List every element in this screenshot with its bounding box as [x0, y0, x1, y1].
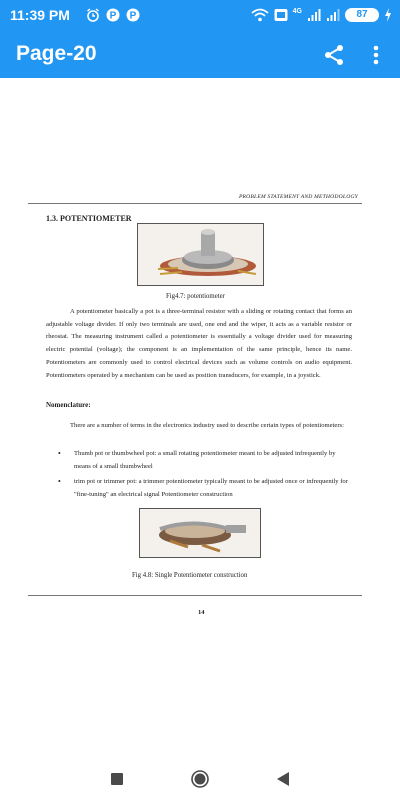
- potentiometer-construction-image: [139, 508, 261, 558]
- running-head: PROBLEM STATEMENT AND METHODOLOGY: [238, 194, 358, 200]
- list-item: • Thumb pot or thumbwheel pot: a small rotating potentiometer meant to be adjusted infrequently by means of a small thumbwheel: [58, 448, 352, 473]
- alarm-icon: [86, 8, 100, 22]
- figure-caption: Fig4.7: potentiometer: [166, 293, 225, 300]
- p-icon: [106, 8, 120, 22]
- wifi-icon: [251, 8, 269, 22]
- back-icon[interactable]: [276, 771, 290, 787]
- svg-text:P: P: [109, 10, 117, 22]
- bullet-list: [58, 448, 352, 505]
- share-icon[interactable]: [322, 43, 346, 67]
- page-title: Page-20: [16, 42, 97, 65]
- p-icon: [126, 8, 140, 22]
- home-icon[interactable]: [191, 770, 209, 788]
- page-number: 14: [198, 609, 205, 616]
- charging-icon: [384, 8, 392, 22]
- app-bar: [0, 34, 400, 78]
- signal-icon: [326, 8, 340, 22]
- header-divider: [28, 203, 362, 204]
- navigation-bar: [0, 758, 400, 800]
- battery-indicator: 87: [345, 8, 379, 22]
- list-item: • trim pot or trimmer pot: a trimmer potentiometer typically meant to be adjusted once or infrequently for "fine-tuning" an electrical signal Potentiometer construction: [58, 476, 352, 501]
- footer-divider: [28, 595, 362, 596]
- body-paragraph: A potentiometer basically a pot is a three-terminal resistor with a sliding or rotating contact that forms an adjustable voltage divider. If only two terminals are used, one end and the wiper, it acts as a variable resistor or rheostat. The measuring instrument called a potentiometer is essentially a voltage divider used for measuring electric potential (voltage); the component is an implementation of the same principle, hence its name. Potentiometers are commonly used to control electrical devices such as volume controls on audio equipment. Potentiometers operated by a mechanism can be used as position transducers, for example, in a joystick.: [46, 308, 352, 379]
- network-label: 4G: [292, 8, 302, 15]
- signal-4g-icon: [307, 8, 321, 22]
- recent-apps-icon[interactable]: [111, 773, 123, 785]
- pdf-page: [28, 188, 368, 708]
- more-vert-icon[interactable]: [366, 43, 386, 67]
- figure-caption: Fig 4.8: Single Potentiometer construction: [132, 572, 248, 579]
- subsection-heading: Nomenclature:: [46, 401, 91, 409]
- potentiometer-image: [137, 223, 264, 286]
- document-viewer[interactable]: [0, 78, 400, 758]
- body-paragraph: There are a number of terms in the electronics industry used to describe certain types of potentiometers:: [70, 422, 344, 429]
- svg-text:P: P: [129, 10, 137, 22]
- status-time: 11:39 PM: [10, 7, 70, 23]
- status-left-icons: [86, 8, 140, 22]
- status-bar: [0, 0, 400, 34]
- status-right-icons: [251, 8, 392, 22]
- section-title: 1.3. POTENTIOMETER: [46, 214, 132, 223]
- volte-icon: [274, 8, 288, 22]
